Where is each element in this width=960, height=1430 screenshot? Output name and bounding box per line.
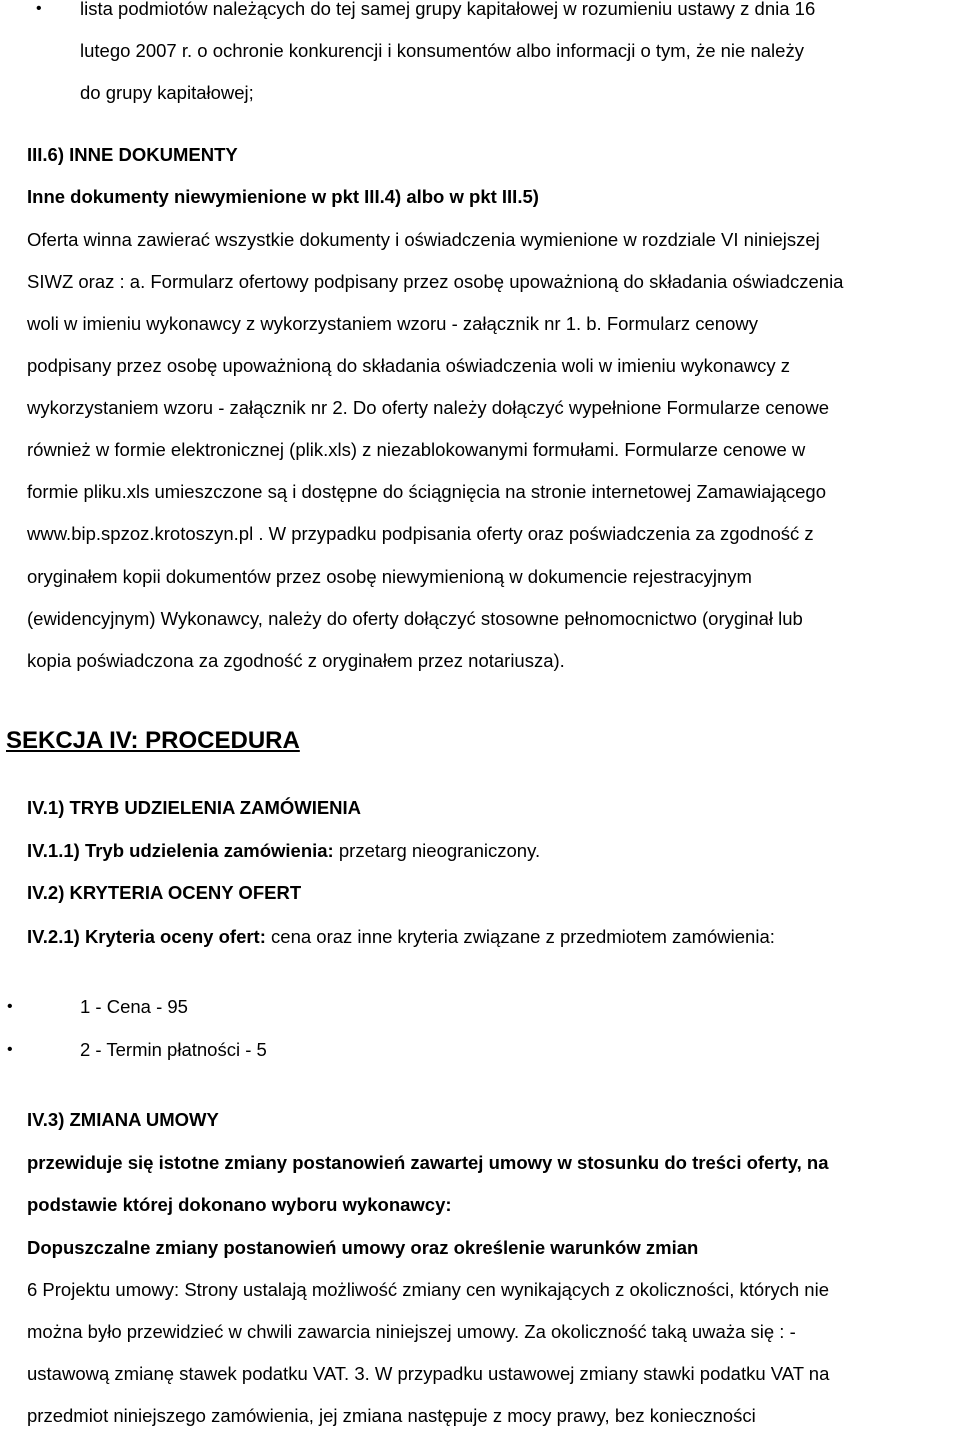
text-line: podpisany przez osobę upoważnioną do składania oświadczenia woli w imieniu wykonawcy z — [27, 355, 791, 376]
text-line: oryginałem kopii dokumentów przez osobę niewymienioną w dokumencie rejestracyjnym — [27, 566, 752, 587]
line-iv-2-1 — [27, 926, 775, 948]
bold-line: podstawie której dokonano wyboru wykonawcy: — [27, 1194, 452, 1215]
bullet-line-1: lista podmiotów należących do tej samej grupy kapitałowej w rozumieniu ustawy z dnia 16 — [80, 0, 816, 19]
text-line: ustawową zmianę stawek podatku VAT. 3. W przypadku ustawowej zmiany stawki podatku VAT na — [27, 1363, 830, 1384]
value-iv-2-1: cena oraz inne kryteria związane z przedmiotem zamówienia: — [265, 926, 775, 947]
text-line: można było przewidzieć w chwili zawarcia niniejszej umowy. Za okoliczność taką uważa się : - — [27, 1321, 796, 1342]
criteria-item: 1 - Cena - 95 — [80, 996, 188, 1017]
text-line: SIWZ oraz : a. Formularz ofertowy podpisany przez osobę upoważnioną do składania oświadczenia — [27, 271, 844, 292]
heading-iv-1: IV.1) TRYB UDZIELENIA ZAMÓWIENIA — [27, 797, 362, 818]
text-line: (ewidencyjnym) Wykonawcy, należy do oferty dołączyć stosowne pełnomocnictwo (oryginał lub — [27, 608, 803, 629]
bullet-marker: • — [7, 1041, 13, 1058]
bullet-line-3: do grupy kapitałowej; — [80, 82, 254, 103]
heading-iv-2: IV.2) KRYTERIA OCENY OFERT — [27, 882, 302, 903]
line-iv-1-1 — [27, 840, 540, 862]
bold-line: przewiduje się istotne zmiany postanowień zawartej umowy w stosunku do treści oferty, na — [27, 1152, 829, 1173]
bullet-marker: • — [7, 998, 13, 1015]
label-iv-2-1: IV.2.1) Kryteria oceny ofert: — [27, 926, 266, 947]
bullet-marker: • — [36, 0, 42, 17]
bullet-line-2: lutego 2007 r. o ochronie konkurencji i konsumentów albo informacji o tym, że nie należy — [80, 40, 804, 61]
section-heading-iii-6: III.6) INNE DOKUMENTY — [27, 144, 238, 165]
subheading-iv-3: Dopuszczalne zmiany postanowień umowy oraz określenie warunków zmian — [27, 1237, 699, 1258]
text-line: wykorzystaniem wzoru - załącznik nr 2. Do oferty należy dołączyć wypełnione Formularze cenowe — [27, 397, 829, 418]
text-line: www.bip.spzoz.krotoszyn.pl . W przypadku podpisania oferty oraz poświadczenia za zgodność z — [27, 523, 814, 544]
text-line: również w formie elektronicznej (plik.xls) z niezablokowanymi formułami. Formularze cenowe w — [27, 439, 806, 460]
heading-iv-3: IV.3) ZMIANA UMOWY — [27, 1109, 219, 1130]
subheading-iii-6: Inne dokumenty niewymienione w pkt III.4) albo w pkt III.5) — [27, 186, 539, 207]
text-line: formie pliku.xls umieszczone są i dostępne do ściągnięcia na stronie internetowej Zamawiającego — [27, 481, 826, 502]
text-line: woli w imieniu wykonawcy z wykorzystaniem wzoru - załącznik nr 1. b. Formularz cenowy — [27, 313, 758, 334]
criteria-item: 2 - Termin płatności - 5 — [80, 1039, 267, 1060]
text-line: 6 Projektu umowy: Strony ustalają możliwość zmiany cen wynikających z okoliczności, których nie — [27, 1279, 829, 1300]
text-line: Oferta winna zawierać wszystkie dokumenty i oświadczenia wymienione w rozdziale VI niniejszej — [27, 229, 820, 250]
value-iv-1-1: przetarg nieograniczony. — [333, 840, 541, 861]
label-iv-1-1: IV.1.1) Tryb udzielenia zamówienia: — [27, 840, 334, 861]
text-line: kopia poświadczona za zgodność z oryginałem przez notariusza). — [27, 650, 565, 671]
section-title: SEKCJA IV: PROCEDURA — [6, 727, 300, 754]
text-line: przedmiot niniejszego zamówienia, jej zmiana następuje z mocy prawy, bez konieczności — [27, 1405, 756, 1426]
